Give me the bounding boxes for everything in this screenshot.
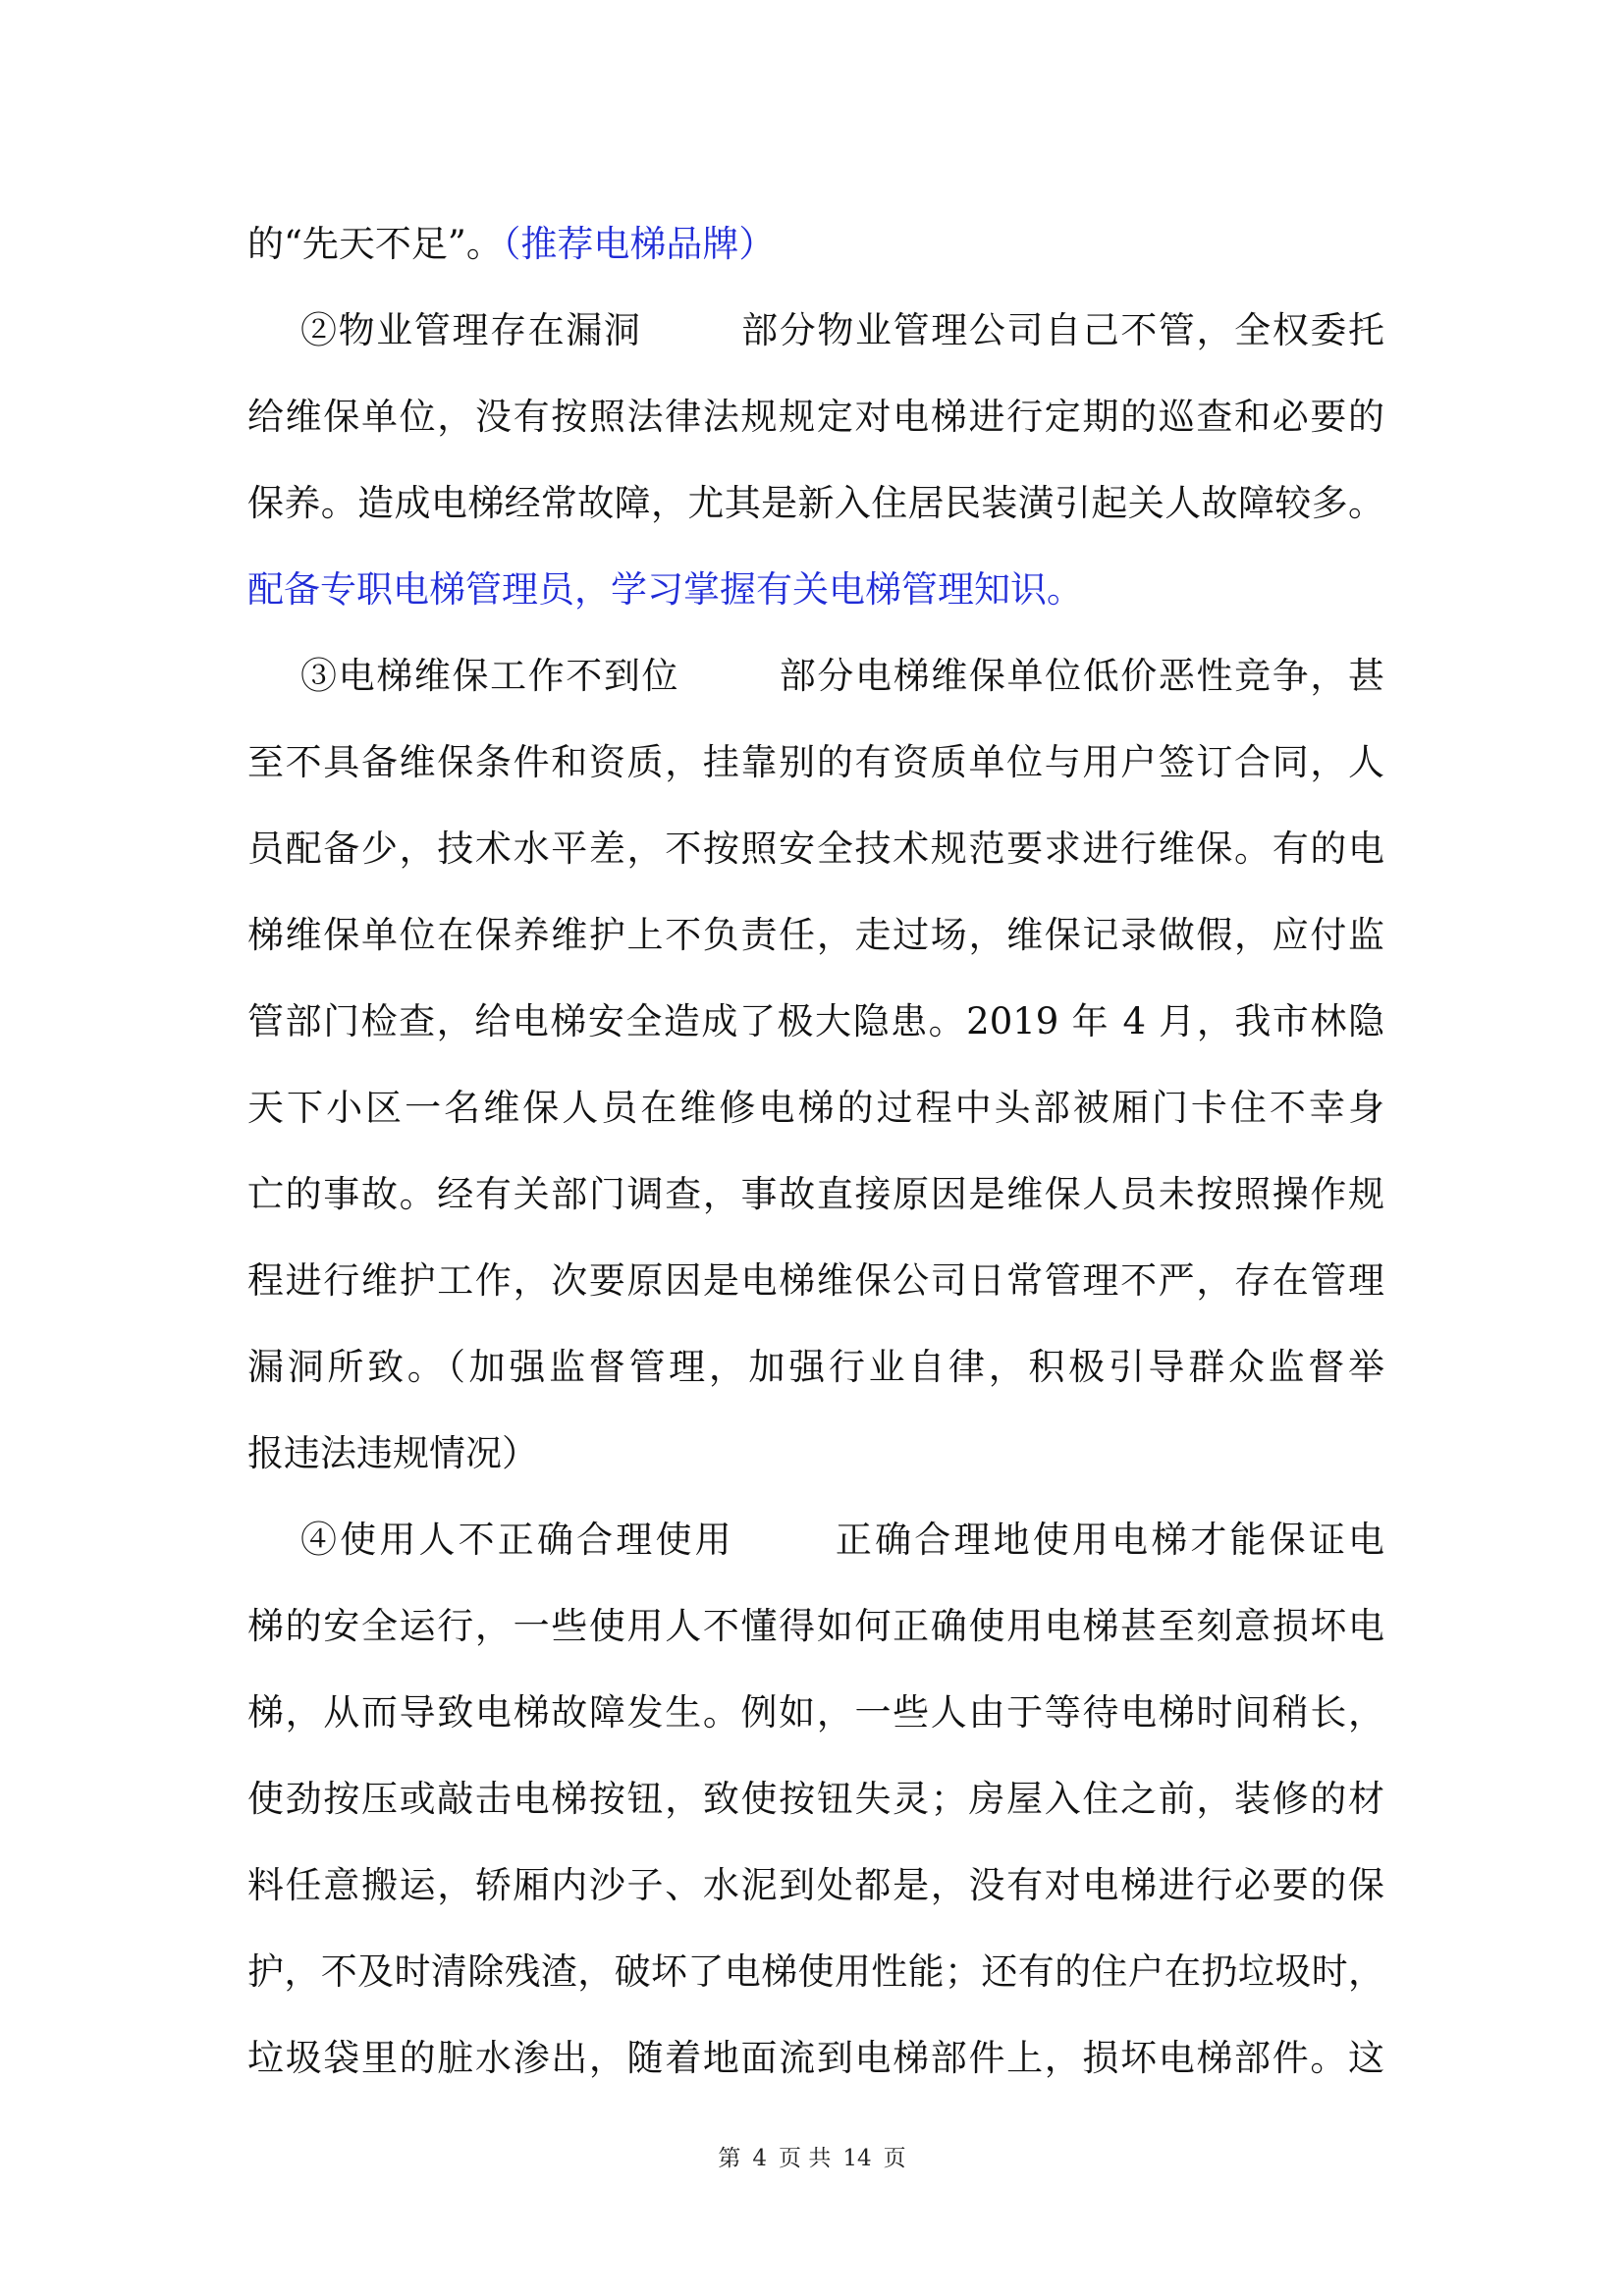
paragraph-3-line-7: 亡的事故。经有关部门调查，事故直接原因是维保人员未按照操作规: [247, 1173, 1384, 1215]
paragraph-4-line-6: 护，不及时清除残渣，破坏了电梯使用性能；还有的住户在扔垃圾时，: [247, 1950, 1384, 1993]
paragraph-3-line-5: 管部门检查，给电梯安全造成了极大隐患。2019 年 4 月，我市林隐: [247, 1000, 1384, 1042]
paragraph-4-line-5: 料任意搬运，轿厢内沙子、水泥到处都是，没有对电梯进行必要的保: [247, 1864, 1384, 1906]
footer-total-pages: 14: [842, 2146, 872, 2171]
paragraph-2-line-1: [247, 288, 1384, 374]
paragraph-4-line-2: 梯的安全运行，一些使用人不懂得如何正确使用电梯甚至刻意损坏电: [247, 1605, 1384, 1647]
paragraph-3-line-1: [247, 633, 1384, 720]
paragraph-4-line-3: 梯，从而导致电梯故障发生。例如，一些人由于等待电梯时间稍长，: [247, 1691, 1384, 1734]
paragraph-3-text: 部分电梯维保单位低价恶性竞争，甚: [778, 655, 1385, 697]
paragraph-4-heading: ④使用人不正确合理使用: [300, 1519, 734, 1561]
footer-suffix: 页: [883, 2146, 906, 2171]
paragraph-4-line-4: 使劲按压或敲击电梯按钮，致使按钮失灵；房屋入住之前，装修的材: [247, 1778, 1384, 1820]
paragraph-3-line-4: 梯维保单位在保养维护上不负责任，走过场，维保记录做假，应付监: [247, 914, 1384, 956]
footer-page-number: 4: [752, 2146, 768, 2171]
footer-prefix: 第: [718, 2146, 741, 2171]
paragraph-1-text: 的“先天不足”。: [247, 223, 503, 265]
document-body: [247, 201, 1384, 2102]
paragraph-3-heading: ③电梯维保工作不到位: [300, 655, 680, 697]
recommend-elevator-brand-link[interactable]: （推荐电梯品牌）: [502, 223, 776, 265]
paragraph-4-line-1: [247, 1497, 1384, 1583]
paragraph-2-line-3: 保养。造成电梯经常故障，尤其是新入住居民装潢引起关人故障较多。: [247, 482, 1384, 524]
paragraph-3-line-3: 员配备少，技术水平差，不按照安全技术规范要求进行维保。有的电: [247, 828, 1384, 870]
paragraph-2-text: 部分物业管理公司自己不管，全权委托: [739, 309, 1385, 351]
paragraph-4-line-7: 垃圾袋里的脏水渗出，随着地面流到电梯部件上，损坏电梯部件。这: [247, 2037, 1384, 2079]
paragraph-3-line-6: 天下小区一名维保人员在维修电梯的过程中头部被厢门卡住不幸身: [247, 1087, 1384, 1129]
page-footer: [0, 2140, 1624, 2172]
paragraph-3-line-2: 至不具备维保条件和资质，挂靠别的有资质单位与用户签订合同，人: [247, 741, 1384, 783]
paragraph-3-line-9: 漏洞所致。（加强监督管理，加强行业自律，积极引导群众监督举: [247, 1346, 1384, 1388]
paragraph-2-line-2: 给维保单位，没有按照法律法规规定对电梯进行定期的巡查和必要的: [247, 396, 1384, 438]
paragraph-2-blue-note: 配备专职电梯管理员，学习掌握有关电梯管理知识。: [247, 568, 1083, 611]
footer-middle: 页 共: [779, 2146, 832, 2171]
paragraph-4-text: 正确合理地使用电梯才能保证电: [832, 1519, 1385, 1561]
paragraph-2-heading: ②物业管理存在漏洞: [300, 309, 642, 351]
paragraph-3-line-10: 报违法违规情况）: [247, 1432, 538, 1474]
paragraph-1-line-1: [247, 201, 1384, 288]
paragraph-3-line-8: 程进行维护工作，次要原因是电梯维保公司日常管理不严，存在管理: [247, 1259, 1384, 1302]
